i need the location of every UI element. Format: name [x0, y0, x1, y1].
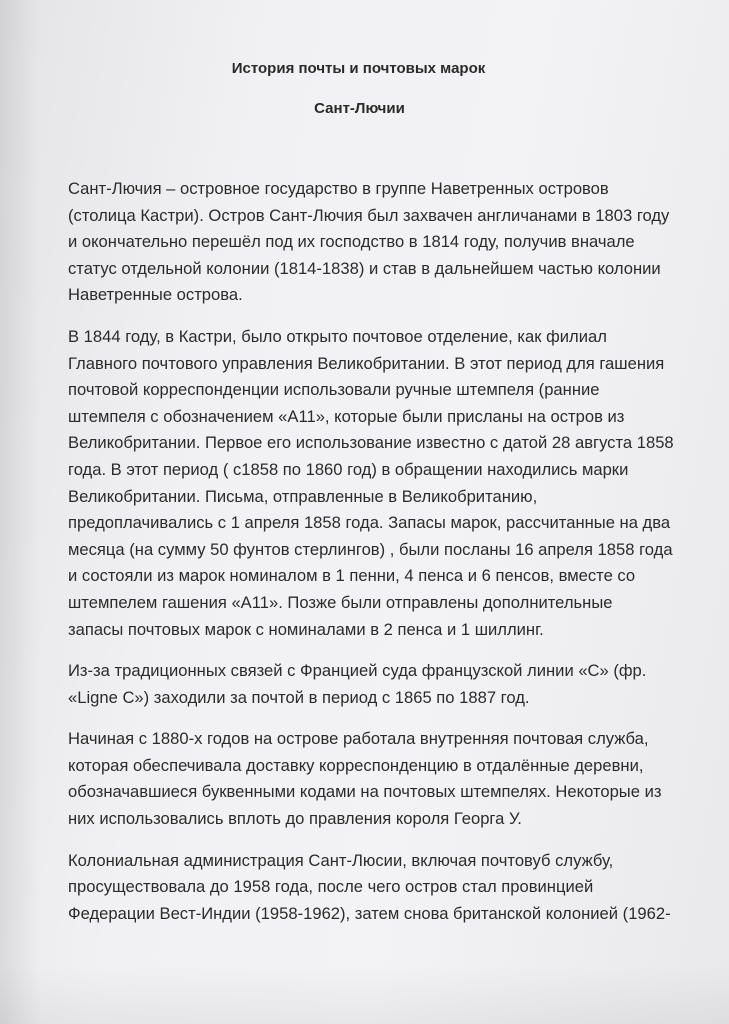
paragraph-line: Федерации Вест-Индии (1958-1962), затем снова британской колонией (1962-	[68, 903, 671, 923]
page-shadow-bottom	[0, 964, 729, 1024]
paragraph-line: почтовой корреспонденции использовали ручные штемпеля (ранние	[68, 380, 600, 400]
paragraph-line: Колониальная администрация Сант-Люсии, включая почтовуб службу,	[68, 850, 614, 870]
page-shadow-left	[0, 0, 40, 1024]
paragraph-line: (столица Кастри). Остров Сант-Лючия был захвачен англичанами в 1803 году	[68, 205, 670, 225]
paragraph-1	[68, 176, 718, 309]
paragraph-line: и окончательно перешёл под их господство в 1814 году, получив вначале	[68, 232, 635, 252]
paragraph-line: Великобритании. Письма, отправленные в Великобританию,	[68, 486, 538, 506]
paragraph-5	[68, 848, 718, 928]
paragraph-line: Начиная с 1880-х годов на острове работала внутренняя почтовая служба,	[68, 729, 649, 749]
paragraph-4	[68, 726, 718, 832]
document-subtitle: Сант-Лючии	[314, 100, 405, 117]
paragraph-line: просуществовала до 1958 года, после чего остров стал провинцией	[68, 877, 594, 897]
paragraph-line: В 1844 году, в Кастри, было открыто почтовое отделение, как филиал	[68, 326, 607, 346]
paragraph-line: которая обеспечивала доставку корреспонденцию в отдалённые деревни,	[68, 755, 644, 775]
document-body	[68, 176, 718, 942]
paragraph-line: Наветренные острова.	[68, 285, 243, 305]
paragraph-line: Главного почтового управления Великобритании. В этот период для гашения	[68, 353, 665, 373]
paragraph-line: месяца (на сумму 50 фунтов стерлингов) , были посланы 16 апреля 1858 года	[68, 539, 673, 559]
paragraph-line: «Ligne C») заходили за почтой в период с 1865 по 1887 год.	[68, 687, 530, 707]
paragraph-line: штемпелем гашения «А11». Позже были отправлены дополнительные	[68, 592, 613, 612]
paragraph-3	[68, 658, 718, 711]
paragraph-line: и состояли из марок номиналом в 1 пенни, 4 пенса и 6 пенсов, вместе со	[68, 566, 636, 586]
document-title: История почты и почтовых марок	[231, 60, 486, 77]
paragraph-line: них использовались вплоть до правления короля Георга У.	[68, 809, 522, 829]
paragraph-line: запасы почтовых марок с номиналами в 2 пенса и 1 шиллинг.	[68, 619, 544, 639]
paragraph-line: Сант-Лючия – островное государство в группе Наветренных островов	[68, 179, 609, 198]
paragraph-line: года. В этот период ( с1858 по 1860 год) в обращении находились марки	[68, 459, 629, 479]
paragraph-line: Великобритании. Первое его использование известно с датой 28 августа 1858	[68, 433, 674, 453]
paragraph-line: штемпеля с обозначением «А11», которые были присланы на остров из	[68, 406, 625, 426]
paragraph-line: статус отдельной колонии (1814-1838) и став в дальнейшем частью колонии	[68, 258, 661, 278]
paragraph-line: предоплачивались с 1 апреля 1858 года. Запасы марок, рассчитанные на два	[68, 513, 671, 533]
paragraph-line: Из-за традиционных связей с Францией суда французской линии «С» (фр.	[68, 661, 647, 681]
paragraph-line: обозначавшиеся буквенными кодами на почтовых штемпелях. Некоторые из	[68, 782, 662, 802]
paragraph-2	[68, 324, 718, 643]
